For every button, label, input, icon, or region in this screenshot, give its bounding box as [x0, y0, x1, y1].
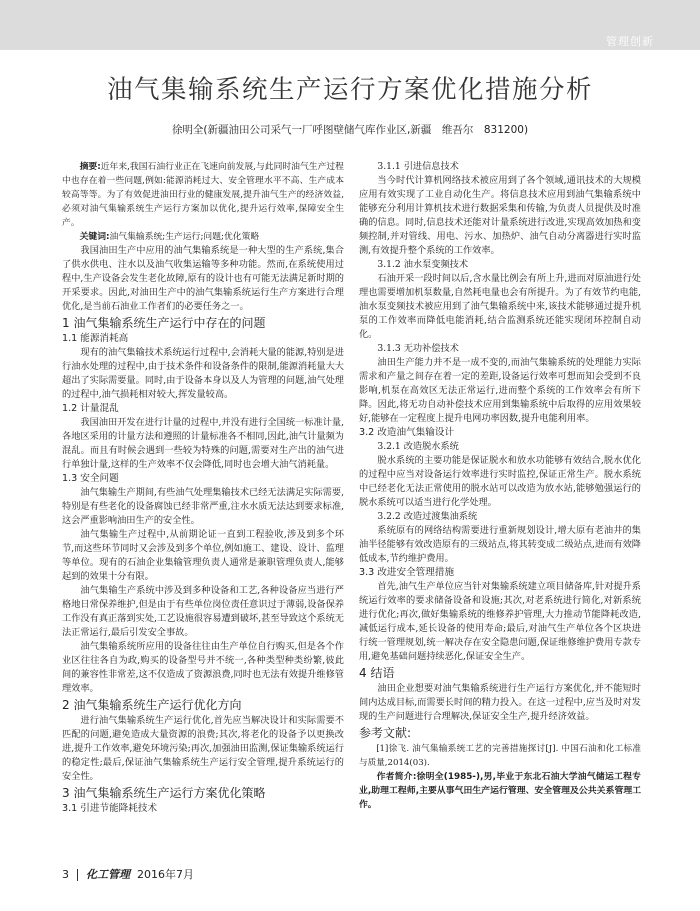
- sub-subsection-heading: 3.2.1 改造脱水系统: [377, 441, 459, 452]
- paragraph: 油田企业想要对油气集输系统进行生产运行方案优化,并不能短时间内达成目标,而需要长时间的精力投入。在这一过程中,应当及时对发现的生产问题进行合理解决,保证安全生产,提升经济效益。: [359, 683, 641, 722]
- column-right: [359, 160, 641, 812]
- section-heading: 2 油气集输系统生产运行优化方向: [62, 698, 242, 712]
- footer-divider: [77, 869, 78, 881]
- paragraph: 现有的油气集输技术系统运行过程中,会消耗大量的能源,特别是进行油水处理的过程中,由于技术条件和设备条件的限制,能源消耗量大大超出了实际需要量。同时,由于设备本身以及人为管理的问题,油气处理的过程中,油气损耗相对较大,挥发量较高。: [62, 347, 344, 400]
- subsection-heading: 1.3 安全问题: [62, 473, 119, 484]
- section-label: 管理创新: [606, 35, 654, 48]
- subsection-heading: 3.1 引进节能降耗技术: [62, 803, 158, 814]
- subsection-heading: 3.2 改造油气集输设计: [359, 427, 455, 438]
- column-left: [62, 160, 344, 816]
- keywords: [62, 230, 344, 244]
- journal-name: 化工管理: [86, 868, 130, 881]
- paragraph: 油气集输生产系统中涉及到多种设备和工艺,各种设备应当进行严格地日常保养维护,但是由于有些单位岗位责任意识过于薄弱,设备保养工作没有真正落到实处,工艺设施很容易遭到破坏,甚至导致这个系统无法正常运行,最后引发安全事故。: [62, 585, 344, 638]
- references-heading: 参考文献:: [359, 726, 412, 740]
- subsection-heading: 1.2 计量混乱: [62, 403, 119, 414]
- paragraph: 脱水系统的主要功能是保证脱水和放水功能够有效结合,脱水优化的过程中应当对设备运行效率进行实时监控,保证正常生产。脱水系统中已经老化无法正常使用的脱水站可以改造为放水站,能够勉强运行的脱水系统可以适当进行化学处理。: [359, 455, 641, 508]
- section-heading: 3 油气集输系统生产运行方案优化策略: [62, 786, 266, 800]
- paragraph: 系统原有的网络结构需要进行重新规划设计,增大原有老油井的集油半径能够有效改造原有的三级站点,将其转变成二级站点,进而有效降低成本,节约维护费用。: [359, 525, 641, 564]
- paragraph: 油气集输生产期间,有些油气处理集输技术已经无法满足实际需要,特别是有些老化的设备腐蚀已经非常严重,注水水质无法达到要求标准,这会严重影响油田生产的安全性。: [62, 487, 344, 526]
- keywords-label: 关键词:: [79, 232, 110, 242]
- paragraph: 首先,油气生产单位应当针对集输系统建立项目储备库,针对提升系统运行效率的要求储备设备和设施;其次,对老系统进行简化,对新系统进行优化;再次,做好集输系统的维修养护管理,大力推动节能降耗改造,减低运行成本,延长设备的使用寿命;最后,对油气生产单位各个区块进行统一管理规划,统一解决存在安全隐患问题,保证维修维护费用专款专用,避免基础问题持续恶化,保证安全生产。: [359, 581, 641, 662]
- sub-subsection-heading: 3.1.3 无功补偿技术: [377, 343, 459, 354]
- article-title: 油气集输系统生产运行方案优化措施分析: [106, 75, 593, 105]
- sub-subsection-heading: 3.2.2 改造过渡集油系统: [377, 511, 478, 522]
- paragraph: 我国油田开发在进行计量的过程中,并没有进行全国统一标准计量,各地区采用的计量方法和遵照的计量标准各不相同,因此,油气计量频为混乱。而且有时候会遇到一些较为特殊的问题,需要对生产出的油气进行单独计量,这样的生产效率不仅会降低,同时也会增大油气消耗量。: [62, 417, 344, 470]
- page-number: 3: [62, 868, 69, 881]
- bio-label: 作者简介:: [376, 772, 417, 782]
- author-line: 徐明全(新疆油田公司采气一厂呼图壁储气库作业区,新疆 维吾尔 831200): [171, 124, 529, 136]
- keywords-text: 油气集输系统;生产运行;问题;优化策略: [109, 232, 260, 242]
- paragraph: 油气集输生产过程中,从前期论证一直到工程验收,涉及到多个环节,而这些环节同时又会涉及到多个单位,例如施工、建设、设计、监理等单位。现有的石油企业集输管理负责人通常是兼职管理负责人,能够起到的效果十分有限。: [62, 529, 344, 582]
- section-heading: 4 结语: [359, 666, 395, 680]
- abstract-text: 近年来,我国石油行业正在飞速向前发展,与此同时油气生产过程中也存在着一些问题,例如:能源消耗过大、安全管理水平不高、生产成本较高等等。为了有效促进油田行业的健康发展,提升油气生产的经济效益,必须对油气集输系统生产运行方案加以优化,提升运行效率,保障安全生产。: [62, 162, 344, 228]
- sub-subsection-heading: 3.1.2 油水泵变频技术: [377, 259, 469, 270]
- paragraph: 油田生产能力并不是一成不变的,而油气集输系统的处理能力实际需求和产量之间存在着一定的差距,设备运行效率可想而知会受到不良影响,机泵在高效区无法正常运行,进而整个系统的工作效率会有所下降。因此,将无功自动补偿技术应用到集输系统中后取得的应用效果较好,能够在一定程度上提升电网功率因数,提升电能利用率。: [359, 357, 641, 424]
- intro-paragraph: 我国油田生产中应用的油气集输系统是一种大型的生产系统,集合了供水供电、注水以及油气收集运输等多种功能。然而,在系统使用过程中,生产设备会发生老化故障,原有的设计也有可能无法满足新时期的开采要求。因此,对油田生产中的油气集输系统运行生产方案进行合理优化,是当前石油业工作者们的必要任务之一。: [62, 245, 344, 312]
- bio-text: 徐明全(1985-),男,毕业于东北石油大学油气储运工程专业,助理工程师,主要从事气田生产运行管理、安全管理及公共关系管理工作。: [359, 772, 641, 810]
- reference-item: [1]徐飞. 油气集输系统工艺的完善措施探讨[J]. 中国石油和化工标准与质量,2014(03).: [359, 744, 641, 768]
- header-banner: [0, 0, 700, 50]
- paragraph: 石油开采一段时间以后,含水量比例会有所上升,进而对原油进行处理也需要增加机泵数量,自然耗电量也会有所提升。为了有效节约电能,油水泵变频技术被应用到了油气集输系统中来,该技术能够通过提升机泵的工作效率而降低电能消耗,结合监测系统还能实现闭环控制自动化。: [359, 273, 641, 340]
- abstract-label: 摘要:: [79, 162, 101, 172]
- sub-subsection-heading: 3.1.1 引进信息技术: [377, 161, 459, 172]
- issue-date: 2016年7月: [137, 868, 194, 881]
- abstract: [62, 160, 344, 230]
- page-footer: [62, 866, 194, 882]
- paragraph: 当今时代计算机网络技术被应用到了各个领域,通讯技术的大规模应用有效实现了工业自动化生产。将信息技术应用到油气集输系统中能够充分利用计算机技术进行数据采集和传输,为负责人员提供及时准确的信息。同时,信息技术还能对计量系统进行改进,实现高效加热和变频控制,并对管线、用电、污水、加热炉、油气自动分离器进行实时监测,有效提升整个系统的工作效率。: [359, 175, 641, 256]
- subsection-heading: 3.3 改进安全管理措施: [359, 567, 455, 578]
- subsection-heading: 1.1 能源消耗高: [62, 333, 129, 344]
- section-heading: 1 油气集输系统生产运行中存在的问题: [62, 316, 266, 330]
- author-bio: [359, 770, 641, 812]
- paragraph: 进行油气集输系统生产运行优化,首先应当解决设计和实际需要不匹配的问题,避免造成大量资源的浪费;其次,将老化的设备予以更换改进,提升工作效率,避免环境污染;再次,加强油田监测,保证集输系统运行的稳定性;最后,保证油气集输系统生产运行安全管理,提升系统运行的安全性。: [62, 715, 344, 782]
- paragraph: 油气集输系统所应用的设备往往由生产单位自行购买,但是各个作业区往往各自为政,购买的设备型号并不统一,各种类型种类纷繁,彼此间的兼容性非常差,这不仅造成了资源浪费,同时也无法有效提升维修管理效率。: [62, 641, 344, 694]
